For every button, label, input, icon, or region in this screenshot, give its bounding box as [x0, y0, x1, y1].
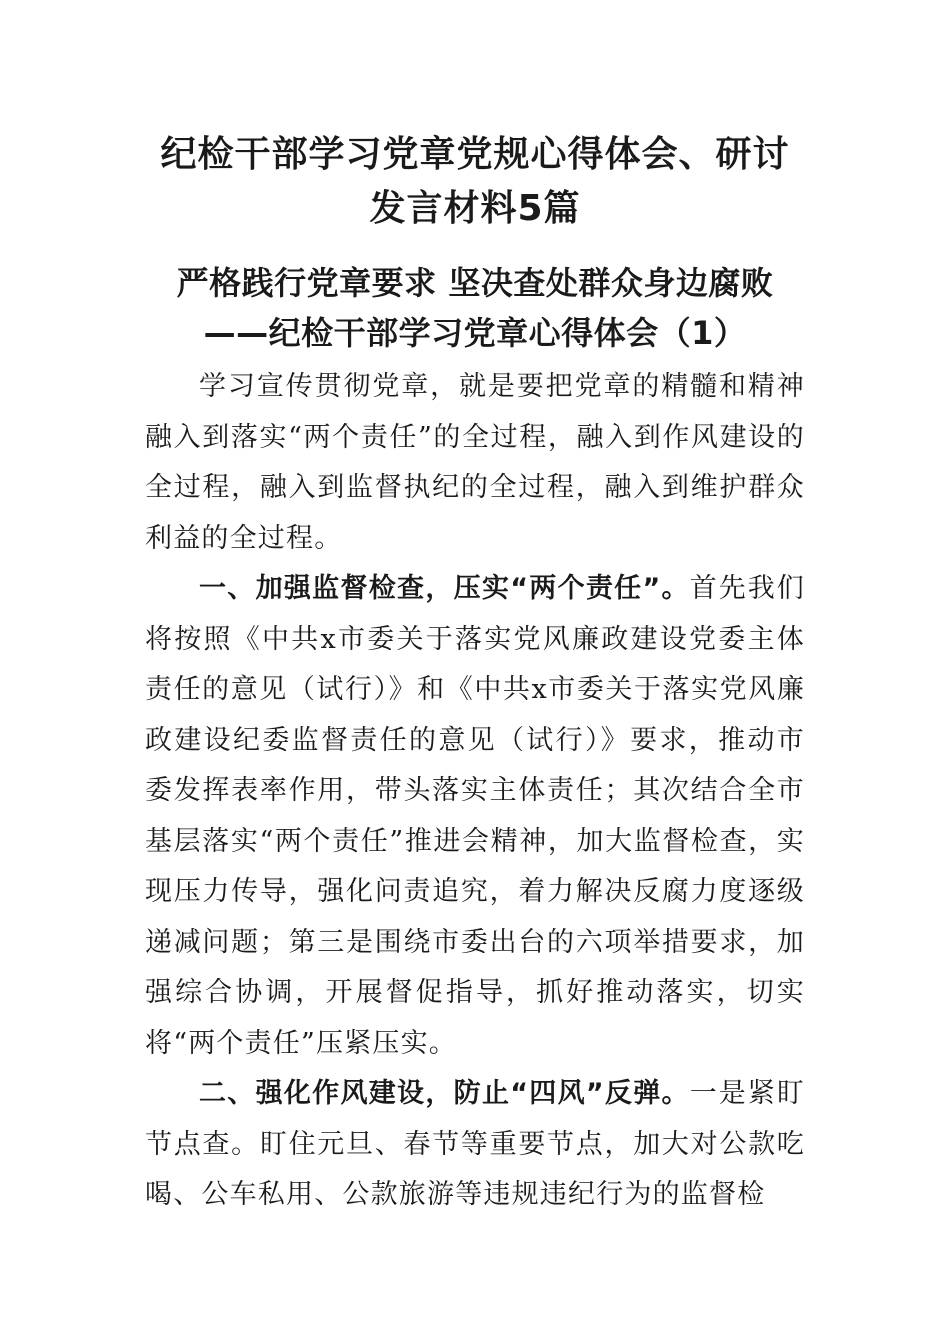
title-line-1: 纪检干部学习党章党规心得体会、研讨: [160, 134, 790, 175]
section-2-heading: 二、强化作风建设，防止“四风”反弹。: [199, 1078, 690, 1109]
intro-paragraph: 学习宣传贯彻党章，就是要把党章的精髓和精神融入到落实“两个责任”的全过程，融入到作风建设的全过程，融入到监督执纪的全过程，融入到维护群众利益的全过程。: [145, 371, 805, 554]
subtitle-line-2: ——纪检干部学习党章心得体会（1）: [203, 314, 747, 352]
title-line-2: 发言材料5篇: [369, 188, 581, 229]
section-1-heading: 一、加强监督检查，压实“两个责任”。: [199, 573, 690, 604]
document-title: [145, 128, 805, 236]
subtitle-line-1: 严格践行党章要求 坚决查处群众身边腐败: [176, 264, 774, 302]
section-2-body: 一是紧盯节点查。盯住元旦、春节等重要节点，加大对公款吃喝、公车私用、公款旅游等违规违纪行为的监督检: [145, 1078, 805, 1210]
section-1-paragraph: [145, 564, 805, 1069]
section-2-paragraph: [145, 1069, 805, 1221]
article-subtitle: [145, 258, 805, 358]
section-1-body: 首先我们将按照《中共x市委关于落实党风廉政建设党委主体责任的意见（试行）》和《中共x市委关于落实党风廉政建设纪委监督责任的意见（试行）》要求，推动市委发挥表率作用，带头落实主体责任；其次结合全市基层落实“两个责任”推进会精神，加大监督检查，实现压力传导，强化问责追究，着力解决反腐力度逐级递减问题；第三是围绕市委出台的六项举措要求，加强综合协调，开展督促指导，抓好推动落实，切实将“两个责任”压紧压实。: [145, 573, 805, 1059]
